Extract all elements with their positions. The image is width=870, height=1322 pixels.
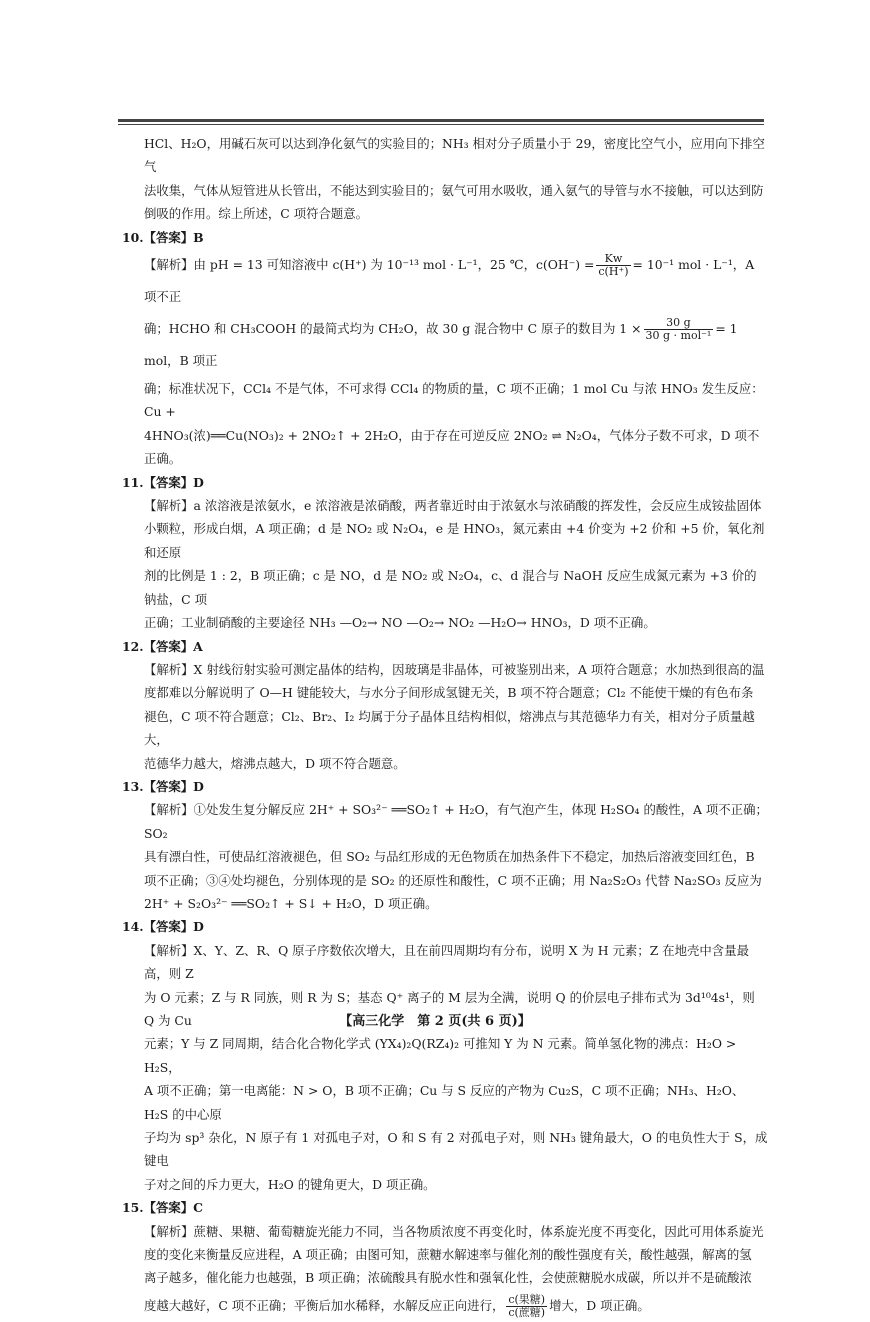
q15-line: 【解析】蔗糖、果糖、葡萄糖旋光能力不同，当各物质浓度不再变化时，体系旋光度不再变化，因此可用体系旋光 <box>144 1223 764 1239</box>
q10-answer: 10.【答案】B <box>122 229 204 245</box>
intro-line: HCl、H₂O，用碱石灰可以达到净化氨气的实验目的；NH₃ 相对分子质量小于 29，密度比空气小，应用向下排空气 <box>144 136 765 175</box>
q10-line: 确；HCHO 和 CH₃COOH 的最简式均为 CH₂O，故 30 g 混合物中 C 原子的数目为 1 × $\frac{30 g}{\text{30 g · mol⁻¹}}$ = 1 mol，B 项正 <box>144 316 738 369</box>
q13-line: 【解析】①处发生复分解反应 2H⁺ + SO₃²⁻ ══SO₂↑ + H₂O，有气泡产生，体现 H₂SO₄ 的酸性，A 项不正确；SO₂ <box>144 802 768 841</box>
header-rule-thin <box>118 124 764 125</box>
q11-line: 正确；工业制硝酸的主要途径 NH₃ —O₂→ NO —O₂→ NO₂ —H₂O→ HNO₃，D 项不正确。 <box>144 615 656 631</box>
q15-line: 度的变化来衡量反应进程，A 项正确；由图可知，蔗糖水解速率与催化剂的酸性强度有关，酸性越强，解离的氢 <box>144 1247 752 1263</box>
q13-line: 项不正确；③④处均褪色，分别体现的是 SO₂ 的还原性和酸性，C 项不正确；用 Na₂S₂O₃ 代替 Na₂SO₃ 反应为 <box>144 872 762 888</box>
q15-line: 离子越多，催化能力也越强，B 项正确；浓硫酸具有脱水性和强氧化性，会使蔗糖脱水成碳，所以并不是硫酸浓 <box>144 1270 752 1286</box>
q14-line: 元素；Y 与 Z 同周期，结合化合物化学式 (YX₄)₂Q(RZ₄)₂ 可推知 Y 为 N 元素。简单氢化物的沸点：H₂O > H₂S， <box>144 1036 737 1075</box>
q15-line: 度越大越好，C 项不正确；平衡后加水稀释，水解反应正向进行， $\frac{\text{c(果糖)}}{\text{c(蔗糖)}}$ 增大，D 项正确。 <box>144 1292 650 1319</box>
intro-line: 倒吸的作用。综上所述，C 项符合题意。 <box>144 206 369 222</box>
q10-line: 4HNO₃(浓)══Cu(NO₃)₂ + 2NO₂↑ + 2H₂O，由于存在可逆反应 2NO₂ ⇌ N₂O₄，气体分子数不可求，D 项不 <box>144 427 760 443</box>
q11-line: 小颗粒，形成白烟，A 项正确；d 是 NO₂ 或 N₂O₄，e 是 HNO₃，氮元素由 +4 价变为 +2 价和 +5 价，氧化剂和还原 <box>144 521 765 560</box>
fraction-sugar: $\frac{\text{c(果糖)}}{\text{c(蔗糖)}}$ <box>508 1292 546 1319</box>
q14-answer: 14.【答案】D <box>122 919 204 935</box>
intro-line: 法收集，气体从短管进从长管出，不能达到实验目的；氨气可用水吸收，通入氨气的导管与水不接触，可以达到防 <box>144 182 764 198</box>
q15-answer: 15.【答案】C <box>122 1200 203 1216</box>
q13-line: 2H⁺ + S₂O₃²⁻ ══SO₂↑ + S↓ + H₂O，D 项正确。 <box>144 895 438 911</box>
q12-answer: 12.【答案】A <box>122 638 203 654</box>
q10-line: 【解析】由 pH = 13 可知溶液中 c(H⁺) 为 10⁻¹³ mol · L⁻¹，25 ℃，c(OH⁻) = $\frac{Kw}{c(H^+)}$ = 10⁻¹ mol · L⁻¹，A 项不正 <box>144 252 755 305</box>
q10-line: 正确。 <box>144 451 182 467</box>
q12-line: 【解析】X 射线衍射实验可测定晶体的结构，因玻璃是非晶体，可被鉴别出来，A 项符合题意；水加热到很高的温 <box>144 661 765 677</box>
q10-line: 确；标准状况下，CCl₄ 不是气体，不可求得 CCl₄ 的物质的量，C 项不正确；1 mol Cu 与浓 HNO₃ 发生反应：Cu + <box>144 381 764 420</box>
q14-line: 为 O 元素；Z 与 R 同族，则 R 为 S；基态 Q⁺ 离子的 M 层为全满，说明 Q 的价层电子排布式为 3d¹⁰4s¹，则 Q 为 Cu <box>144 989 755 1028</box>
q12-line: 褪色，C 项不符合题意；Cl₂、Br₂、I₂ 均属于分子晶体且结构相似，熔沸点与其范德华力有关，相对分子质量越大， <box>144 708 755 748</box>
q14-line: A 项不正确；第一电离能：N > O，B 项不正确；Cu 与 S 反应的产物为 Cu₂S，C 项不正确；NH₃、H₂O、H₂S 的中心原 <box>144 1083 745 1122</box>
q12-line: 度都难以分解说明了 O—H 键能较大，与水分子间形成氢键无关，B 项不符合题意；Cl₂ 不能使干燥的有色布条 <box>144 685 754 701</box>
q11-line: 剂的比例是 1 : 2，B 项正确；c 是 NO，d 是 NO₂ 或 N₂O₄，c、d 混合与 NaOH 反应生成氮元素为 +3 价的钠盐，C 项 <box>144 568 757 607</box>
q13-line: 具有漂白性，可使品红溶液褪色，但 SO₂ 与品红形成的无色物质在加热条件下不稳定，加热后溶液变回红色，B <box>144 849 755 865</box>
q14-line: 子均为 sp³ 杂化，N 原子有 1 对孤电子对，O 和 S 有 2 对孤电子对，则 NH₃ 键角最大，O 的电负性大于 S，成键电 <box>144 1130 768 1169</box>
q14-line: 【解析】X、Y、Z、R、Q 原子序数依次增大，且在前四周期均有分布，说明 X 为 H 元素；Z 在地壳中含量最高，则 Z <box>144 942 749 982</box>
page-footer: 【高三化学 第 2 页(共 6 页)】 <box>339 1014 531 1029</box>
page-content <box>122 132 768 1322</box>
q13-answer: 13.【答案】D <box>122 778 204 794</box>
fraction-mass: $\frac{30 g}{\text{30 g · mol⁻¹}}$ <box>645 316 712 343</box>
q14-line: 子对之间的斥力更大，H₂O 的键角更大，D 项正确。 <box>144 1176 436 1192</box>
q12-line: 范德华力越大，熔沸点越大，D 项不符合题意。 <box>144 755 406 771</box>
header-rule <box>118 119 764 122</box>
fraction-kw: $\frac{Kw}{c(H^+)}$ <box>598 252 629 279</box>
q11-answer: 11.【答案】D <box>122 474 204 490</box>
q11-line: 【解析】a 浓溶液是浓氨水，e 浓溶液是浓硝酸，两者靠近时由于浓氨水与浓硝酸的挥发性，会反应生成铵盐固体 <box>144 498 762 514</box>
